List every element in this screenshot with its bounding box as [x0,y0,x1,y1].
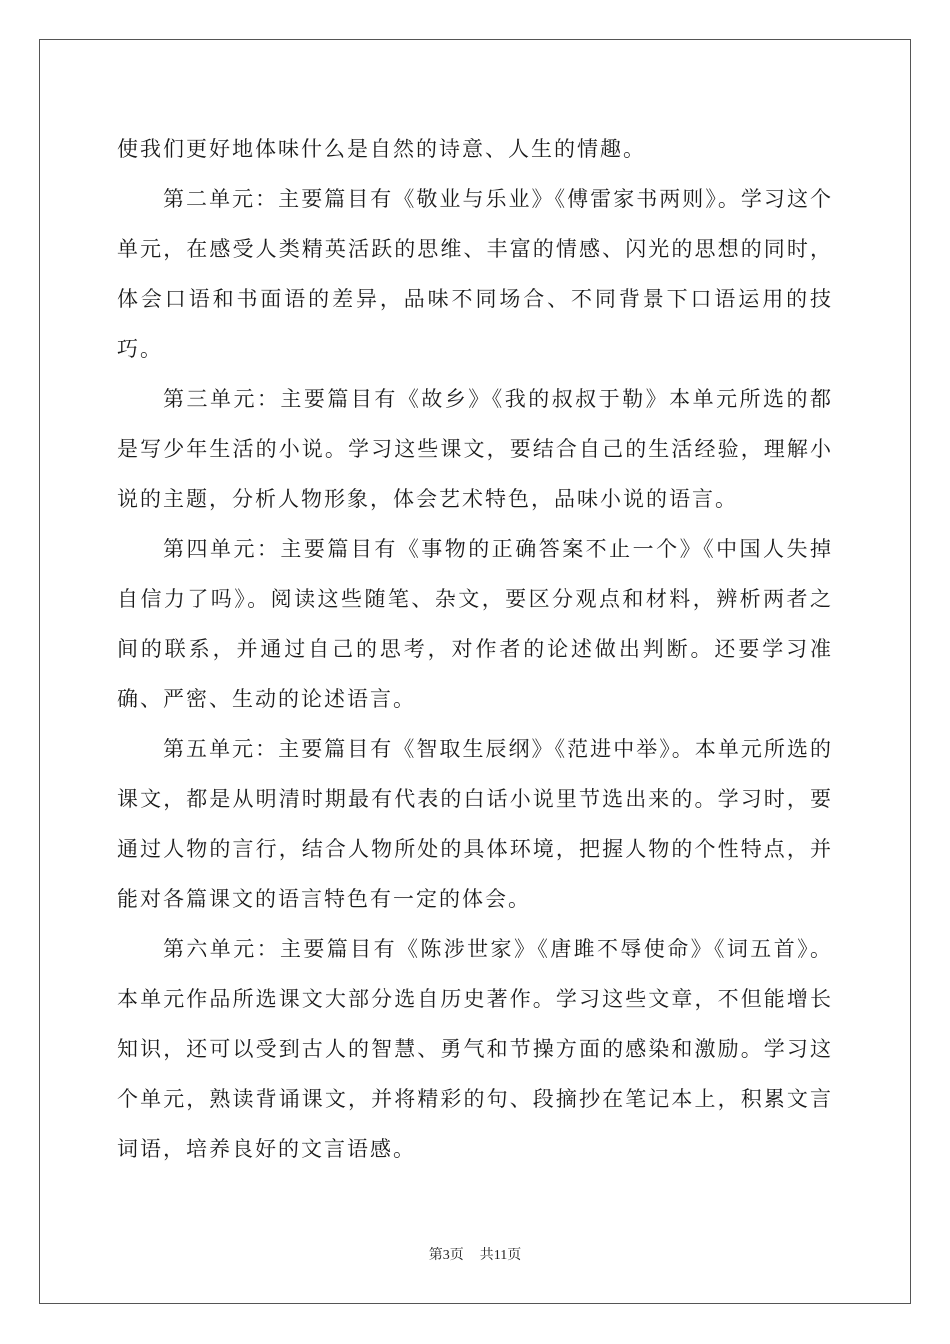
total-page-count: 共11页 [479,1248,522,1263]
document-body [117,124,833,1174]
paragraph: 使我们更好地体味什么是自然的诗意、人生的情趣。 [117,137,646,161]
paragraph-unit-3: 第三单元：主要篇目有《故乡》《我的叔叔于勒》本单元所选的都是写少年生活的小说。学习这些课文，要结合自己的生活经验，理解小说的主题，分析人物形象，体会艺术特色，品味小说的语言。 [117,387,833,511]
paragraph-unit-5: 第五单元：主要篇目有《智取生辰纲》《范进中举》。本单元所选的课文，都是从明清时期最有代表的白话小说里节选出来的。学习时，要通过人物的言行，结合人物所处的具体环境，把握人物的个性特点，并能对各篇课文的语言特色有一定的体会。 [117,737,833,911]
page-footer [0,1244,950,1264]
paragraph-unit-2: 第二单元：主要篇目有《敬业与乐业》《傅雷家书两则》。学习这个单元，在感受人类精英活跃的思维、丰富的情感、闪光的思想的同时，体会口语和书面语的差异，品味不同场合、不同背景下口语运用的技巧。 [117,187,833,361]
paragraph-unit-6: 第六单元：主要篇目有《陈涉世家》《唐雎不辱使命》《词五首》。本单元作品所选课文大部分选自历史著作。学习这些文章，不但能增长知识，还可以受到古人的智慧、勇气和节操方面的感染和激励。学习这个单元，熟读背诵课文，并将精彩的句、段摘抄在笔记本上，积累文言词语，培养良好的文言语感。 [117,937,833,1161]
current-page-number: 第3页 [428,1248,464,1263]
paragraph-unit-4: 第四单元：主要篇目有《事物的正确答案不止一个》《中国人失掉自信力了吗》。阅读这些随笔、杂文，要区分观点和材料，辨析两者之间的联系，并通过自己的思考，对作者的论述做出判断。还要学习准确、严密、生动的论述语言。 [117,537,833,711]
